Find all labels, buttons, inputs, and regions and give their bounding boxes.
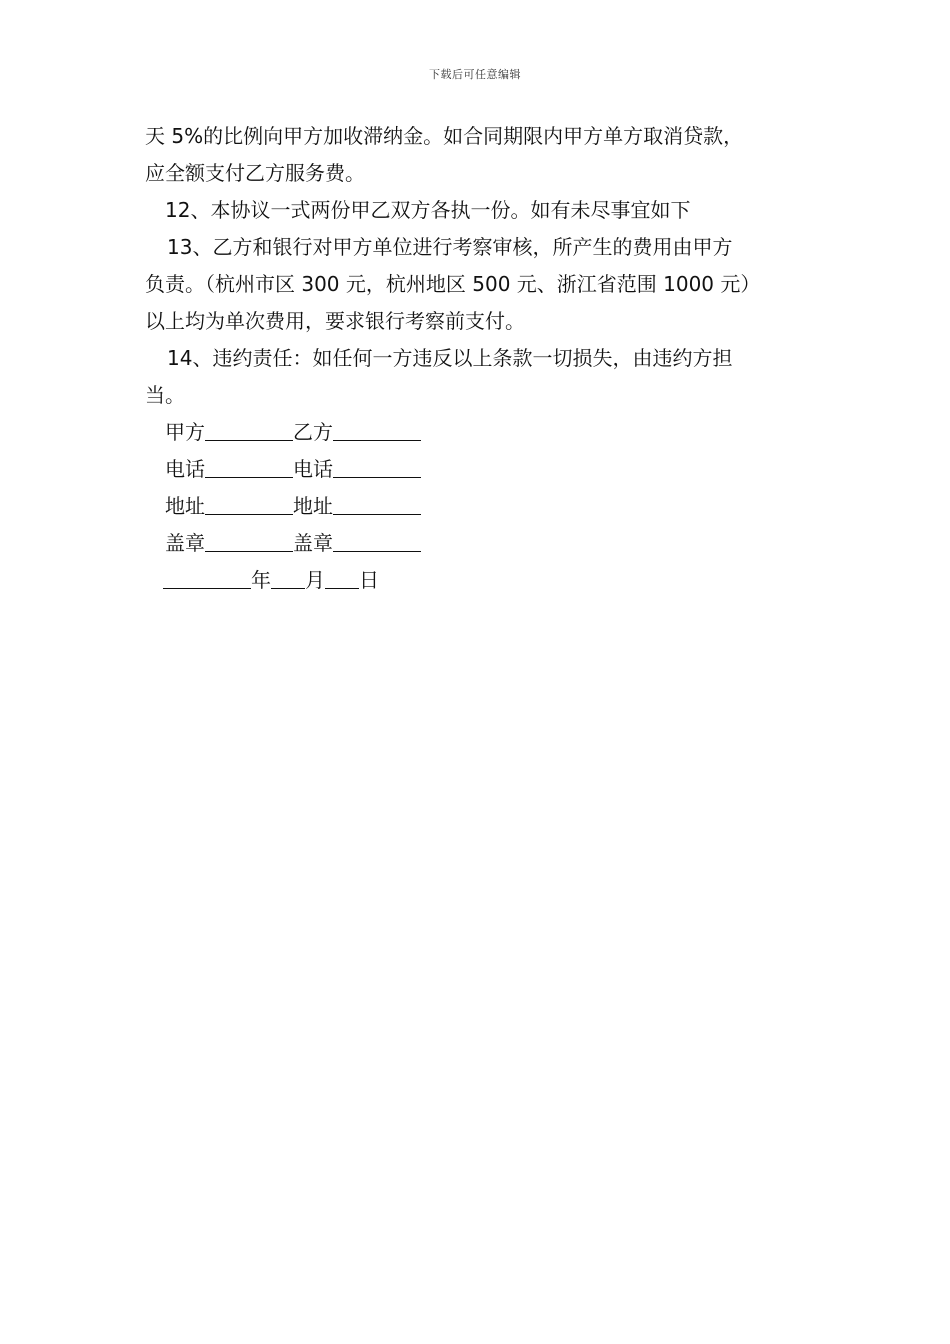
paragraph-line: 天 5%的比例向甲方加收滞纳金。如合同期限内甲方单方取消贷款，	[145, 124, 744, 148]
year-blank	[163, 565, 251, 589]
seal-row	[145, 525, 810, 562]
date-row	[145, 562, 810, 599]
paragraph-line: 应全额支付乙方服务费。	[145, 161, 365, 185]
paragraph-line: 以上均为单次费用，要求银行考察前支付。	[145, 309, 525, 333]
seal-a-label: 盖章	[165, 531, 205, 555]
day-blank	[325, 565, 359, 589]
address-a-blank	[205, 491, 293, 515]
party-a-label: 甲方	[165, 420, 205, 444]
phone-row	[145, 451, 810, 488]
address-b-label: 地址	[293, 494, 333, 518]
clause-12: 12、本协议一式两份甲乙双方各执一份。如有未尽事宜如下	[165, 198, 691, 222]
day-label: 日	[359, 568, 379, 592]
clause-13: 13、乙方和银行对甲方单位进行考察审核，所产生的费用由甲方	[167, 235, 733, 259]
paragraph-line: 当。	[145, 383, 185, 407]
month-label: 月	[305, 568, 325, 592]
phone-b-blank	[333, 454, 421, 478]
phone-b-label: 电话	[293, 457, 333, 481]
document-body	[145, 118, 810, 599]
phone-a-blank	[205, 454, 293, 478]
party-a-blank	[205, 417, 293, 441]
party-b-label: 乙方	[293, 420, 333, 444]
seal-a-blank	[205, 528, 293, 552]
address-row	[145, 488, 810, 525]
address-b-blank	[333, 491, 421, 515]
page-header: 下载后可任意编辑	[429, 68, 521, 81]
phone-a-label: 电话	[165, 457, 205, 481]
seal-b-label: 盖章	[293, 531, 333, 555]
seal-b-blank	[333, 528, 421, 552]
paragraph-line: 负责。（杭州市区 300 元，杭州地区 500 元、浙江省范围 1000 元）	[145, 272, 761, 296]
month-blank	[271, 565, 305, 589]
clause-14: 14、违约责任：如任何一方违反以上条款一切损失，由违约方担	[167, 346, 733, 370]
party-b-blank	[333, 417, 421, 441]
year-label: 年	[251, 568, 271, 592]
party-row	[145, 414, 810, 451]
address-a-label: 地址	[165, 494, 205, 518]
